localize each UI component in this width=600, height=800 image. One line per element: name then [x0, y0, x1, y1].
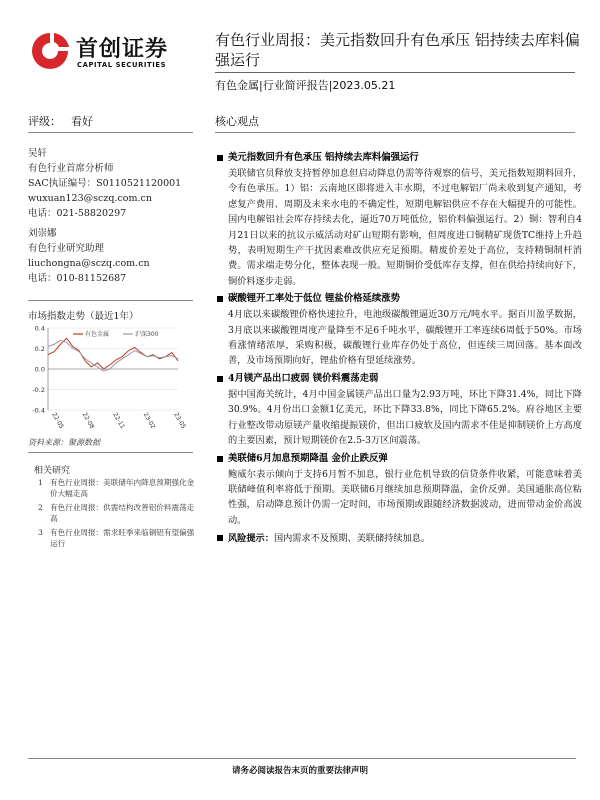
related-item[interactable]: [38, 527, 198, 549]
chart-x-tick: 22-08: [80, 411, 96, 431]
bullet-icon: [217, 456, 223, 462]
analyst-phone: 电话：010-81152687: [28, 273, 127, 284]
risk-warning: [215, 531, 582, 546]
analyst-card: [28, 226, 150, 286]
chart-x-tick: 22-05: [50, 411, 66, 431]
related-item[interactable]: [38, 477, 198, 499]
bullet-icon: [217, 535, 223, 541]
related-item-text: 有色行业周报：美联储年内降息预期强化金价大幅走高: [50, 478, 195, 498]
chart-x-tick: 23-05: [172, 411, 188, 431]
analyst-phone: 电话：021-58820297: [28, 208, 127, 219]
analyst-email[interactable]: wuxuan123@sczq.com.cn: [28, 193, 152, 204]
section-text: 美联储官员释放支持暂停加息但启动降息仍需等待观察的信号，美元指数短期料回升，令有色承压。1）铝：云南地区即将进入丰水期，不过电解铝厂尚未收到复产通知，考虑复产费用、周期及未来水电的不确定性，短期电解铝供应不存在大幅提升的可能性。国内电解铝社会库存持续去化，逼近70万吨低位，铝价料偏强运行。2）铜：智利自4月21日以来的抗议示威活动对矿山短期有影响，但周度进口铜精矿现货TC维持上升趋势，表明短期生产干扰因素难改供应充足预期。精废价差处于高位，支持精铜制杆消费。需求端走势分化，整体表现一般。短期铜价受低库存支撑，但在供给持续向好下，铜价料逐步走弱。: [228, 168, 582, 287]
bullet-icon: [217, 376, 223, 382]
related-list: [38, 477, 198, 552]
chart-y-tick: 0.0: [34, 365, 45, 374]
section-heading: 碳酸锂开工率处于低位 锂盐价格延续涨势: [215, 292, 582, 306]
related-title: 相关研究: [34, 466, 71, 476]
chart-source: 资料来源：聚源数据: [28, 438, 100, 447]
chart-x-tick: 22-11: [111, 411, 127, 431]
risk-label: 风险提示：: [228, 533, 274, 545]
section-text: 4月底以来碳酸锂价格快速拉升，电池级碳酸锂逼近30万元/吨水平。据百川盈孚数据，3月底以来碳酸锂周度产量降至不足6千吨水平，碳酸锂开工率连续6周低于50%。市场看涨情绪浓厚，采购积极，碳酸锂行业库存仍处于高位，但连续三周回落。基本面改善，及市场预期向好，锂盐价格有望延续涨势。: [228, 309, 582, 367]
bullet-icon: [217, 296, 223, 302]
related-item-num: 2: [38, 503, 43, 512]
core-content: [215, 151, 582, 546]
chart-legend-label: 沪深300: [135, 331, 159, 339]
rating-value: 看好: [71, 115, 93, 128]
analyst-email[interactable]: liuchongna@sczq.com.cn: [28, 258, 150, 269]
report-subtitle: 有色金属|行业简评报告|2023.05.21: [215, 79, 396, 92]
chart-title: 市场指数走势（最近1年）: [28, 311, 139, 322]
company-logo: [28, 28, 198, 78]
logo-mark-icon: [28, 30, 72, 70]
rating: [28, 113, 93, 129]
header-divider: [215, 72, 575, 73]
right-divider: [215, 132, 575, 133]
related-item[interactable]: [38, 502, 198, 524]
analyst-cert: SAC执证编号：S0110521120001: [28, 178, 182, 189]
report-title: 有色行业周报：美元指数回升有色承压 铝持续去库料偏强运行: [215, 31, 580, 69]
chart-series-line: [48, 340, 178, 371]
chart-y-tick: -0.2: [32, 386, 45, 394]
logo-cn-text: 首创证券: [76, 37, 169, 62]
section-heading: 美联储6月加息预期降温 金价止跌反弹: [215, 452, 582, 466]
analyst-role: 有色行业首席分析师: [28, 163, 114, 174]
section-heading: 4月镁产品出口疲弱 镁价料震荡走弱: [215, 372, 582, 386]
chart-y-tick: -0.4: [32, 406, 45, 415]
analyst-card: [28, 146, 181, 221]
chart-y-tick: 0.4: [34, 324, 45, 333]
bullet-icon: [217, 155, 223, 161]
risk-text: 国内需求不及预期、美联储持续加息。: [273, 533, 431, 545]
left-divider: [28, 132, 193, 133]
chart-bottom-divider: [28, 452, 193, 453]
section-text: 鲍威尔表示倾向于支持6月暂不加息，银行业危机导致的信贷条件收紧，可能意味着美联储峰值利率将低于预期。美联储6月继续加息预期降温，金价反弹。美国通胀高位粘性强，启动降息预计仍需一定时间，市场预期或跟随经济数据波动，进而带动金价高波动。: [228, 468, 582, 526]
core-title: 核心观点: [215, 115, 259, 128]
market-index-chart: [28, 322, 188, 432]
chart-legend-label: 有色金属: [85, 331, 110, 339]
chart-y-tick: 0.2: [34, 345, 45, 353]
chart-x-tick: 23-02: [141, 411, 157, 431]
footer-disclaimer: 请务必阅读报告末页的重要法律声明: [231, 766, 368, 776]
section-text: 据中国海关统计，4月中国金属镁产品出口量为2.93万吨，环比下降31.4%，同比下降30.9%。4月份出口金额1亿美元，环比下降33.8%，同比下降65.2%。府谷地区主要行业整改带动原镁产量收缩提振镁价，但出口疲软及国内需求不佳是抑制镁价上方高度的主要因素，预计短期镁价在2.5-3万区间震荡。: [228, 388, 582, 447]
related-item-text: 有色行业周报：需求旺季来临铜铝有望偏强运行: [50, 528, 195, 548]
rating-label: 评级：: [28, 115, 61, 128]
section-heading: 美元指数回升有色承压 铝持续去库料偏强运行: [215, 151, 582, 165]
related-item-text: 有色行业周报：供需结构改善铝价料震荡走高: [50, 503, 195, 523]
logo-en-text: CAPITAL SECURITIES: [77, 61, 167, 69]
footer-divider: [28, 758, 576, 759]
related-item-num: 1: [38, 478, 43, 487]
analyst-name: 吴轩: [28, 148, 48, 159]
analyst-name: 刘崇娜: [28, 228, 57, 239]
chart-top-divider: [28, 300, 193, 301]
related-item-num: 3: [38, 528, 43, 537]
analyst-role: 有色行业研究助理: [28, 243, 105, 254]
